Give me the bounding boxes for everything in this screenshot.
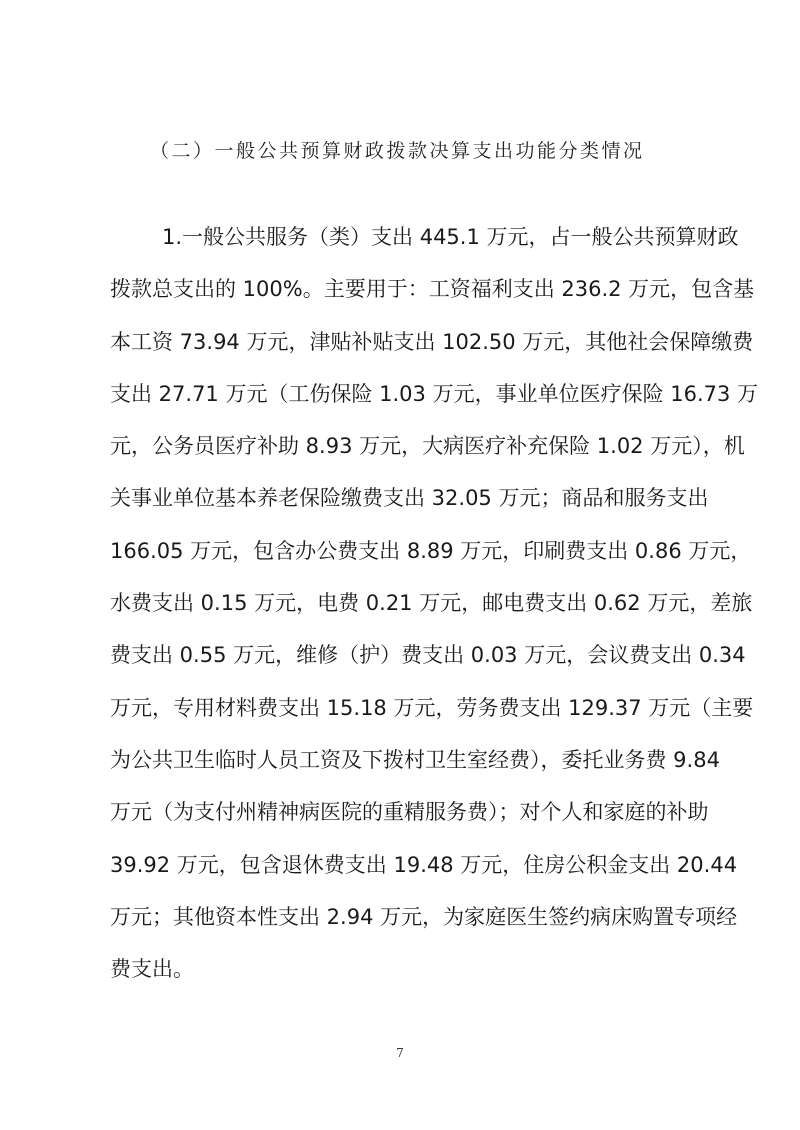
body-paragraph [110, 217, 759, 1001]
paragraph-line-3: 本工资 73.94 万元，津贴补贴支出 102.50 万元，其他社会保障缴费 [110, 329, 754, 354]
paragraph-line-11: 为公共卫生临时人员工资及下拨村卫生室经费），委托业务费 9.84 [110, 747, 720, 772]
paragraph-line-9: 费支出 0.55 万元，维修（护）费支出 0.03 万元，会议费支出 0.34 [110, 643, 746, 668]
paragraph-line-10: 万元，专用材料费支出 15.18 万元，劳务费支出 129.37 万元（主要 [110, 695, 754, 720]
paragraph-line-2: 拨款总支出的 100%。主要用于：工资福利支出 236.2 万元，包含基 [110, 277, 755, 302]
section-heading: （二）一般公共预算财政拨款决算支出功能分类情况 [150, 140, 645, 162]
paragraph-line-8: 水费支出 0.15 万元，电费 0.21 万元，邮电费支出 0.62 万元，差旅 [110, 591, 753, 616]
page-number: 7 [396, 1046, 404, 1060]
paragraph-line-4: 支出 27.71 万元（工伤保险 1.03 万元，事业单位医疗保险 16.73 万 [110, 381, 759, 406]
paragraph-line-15: 费支出。 [110, 957, 194, 982]
paragraph-line-5: 元，公务员医疗补助 8.93 万元，大病医疗补充保险 1.02 万元），机 [110, 434, 745, 459]
paragraph-line-14: 万元；其他资本性支出 2.94 万元，为家庭医生签约病床购置专项经 [110, 904, 738, 929]
paragraph-line-13: 39.92 万元，包含退休费支出 19.48 万元，住房公积金支出 20.44 [110, 852, 738, 877]
paragraph-line-12: 万元（为支付州精神病医院的重精服务费）；对个人和家庭的补助 [110, 800, 709, 825]
paragraph-line-6: 关事业单位基本养老保险缴费支出 32.05 万元；商品和服务支出 [110, 486, 709, 511]
paragraph-line-7: 166.05 万元，包含办公费支出 8.89 万元，印刷费支出 0.86 万元， [110, 538, 752, 563]
paragraph-line-1: 1.一般公共服务（类）支出 445.1 万元，占一般公共预算财政 [162, 225, 739, 249]
